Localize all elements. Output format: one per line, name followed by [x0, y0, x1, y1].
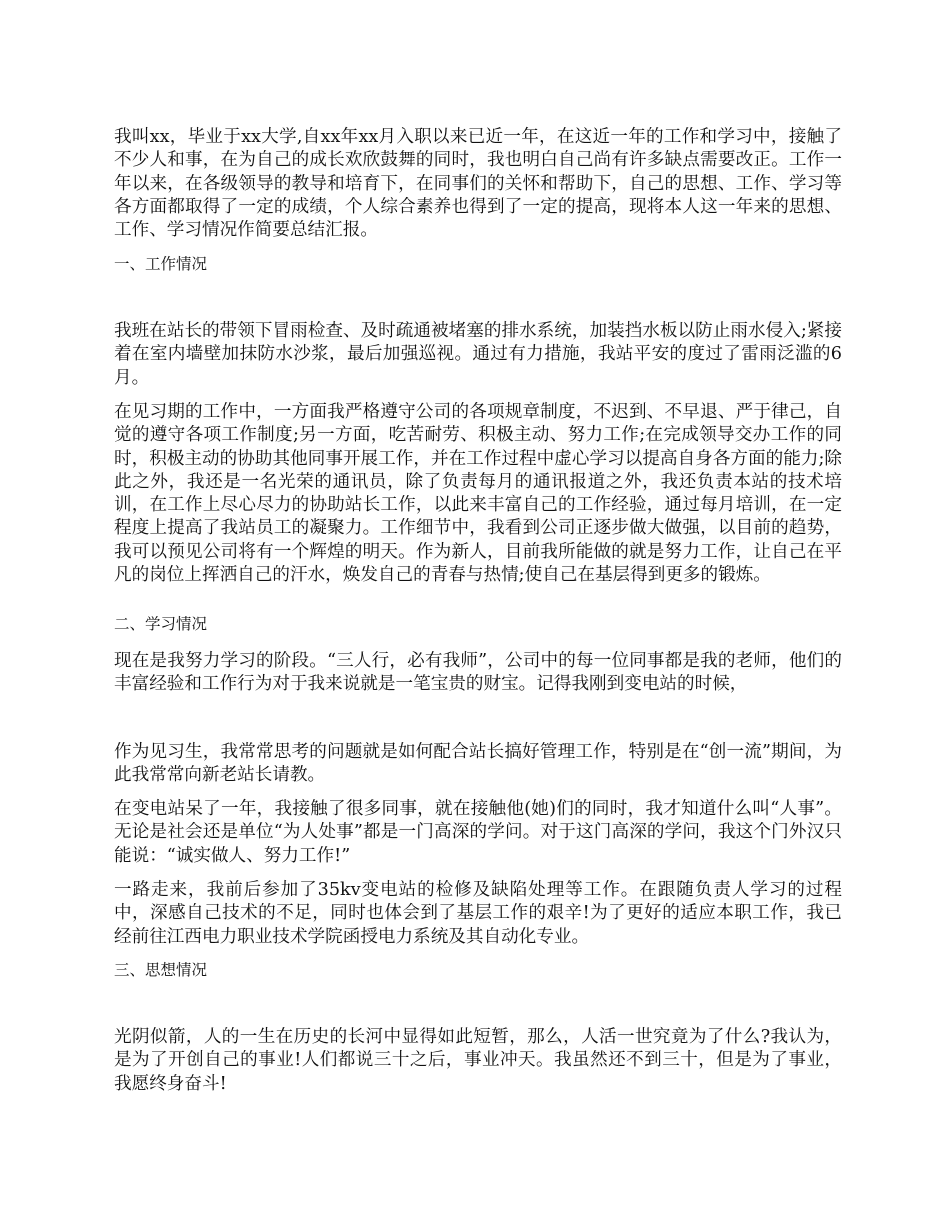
work-paragraph-1: 我班在站长的带领下冒雨检查、及时疏通被堵塞的排水系统，加装挡水板以防止雨水侵入;紧接着在室内墙壁加抹防水沙浆，最后加强巡视。通过有力措施，我站平安的度过了雷雨泛滥的6月。	[114, 321, 842, 388]
thought-paragraph: 光阴似箭，人的一生在历史的长河中显得如此短暂，那么，人活一世究竟为了什么?我认为，是为了开创自己的事业!人们都说三十之后，事业冲天。我虽然还不到三十，但是为了事业，我愿终身奋斗!	[114, 1027, 842, 1094]
study-paragraph-4: 一路走来，我前后参加了35kv变电站的检修及缺陷处理等工作。在跟随负责人学习的过程中，深感自己技术的不足，同时也体会到了基层工作的艰辛!为了更好的适应本职工作，我已经前往江西电力职业技术学院函授电力系统及其自动化专业。	[114, 880, 842, 947]
study-paragraph-1: 现在是我努力学习的阶段。“三人行，必有我师”，公司中的每一位同事都是我的老师，他们的丰富经验和工作行为对于我来说就是一笔宝贵的财宝。记得我刚到变电站的时候，	[114, 651, 842, 695]
work-paragraph-2: 在见习期的工作中，一方面我严格遵守公司的各项规章制度，不迟到、不早退、严于律己，自觉的遵守各项工作制度;另一方面，吃苦耐劳、积极主动、努力工作;在完成领导交办工作的同时，积极主动的协助其他同事开展工作，并在工作过程中虚心学习以提高自身各方面的能力;除此之外，我还是一名光荣的通讯员，除了负责每月的通讯报道之外，我还负责本站的技术培训，在工作上尽心尽力的协助站长工作，以此来丰富自己的工作经验，通过每月培训，在一定程度上提高了我站员工的凝聚力。工作细节中，我看到公司正逐步做大做强，以目前的趋势，我可以预见公司将有一个辉煌的明天。作为新人，目前我所能做的就是努力工作，让自己在平凡的岗位上挥洒自己的汗水，焕发自己的青春与热情;使自己在基层得到更多的锻炼。	[114, 402, 842, 586]
section-heading-study: 二、学习情况	[114, 615, 208, 633]
section-heading-thought: 三、思想情况	[114, 961, 208, 979]
study-paragraph-3: 在变电站呆了一年，我接触了很多同事，就在接触他(她)们的同时，我才知道什么叫“人事”。无论是社会还是单位“为人处事”都是一门高深的学问。对于这门高深的学问，我这个门外汉只能说：“诚实做人、努力工作!”	[114, 799, 842, 866]
study-paragraph-2: 作为见习生，我常常思考的问题就是如何配合站长搞好管理工作，特别是在“创一流”期间，为此我常常向新老站长请教。	[114, 742, 842, 786]
intro-paragraph: 我叫xx，毕业于xx大学,自xx年xx月入职以来已近一年，在这近一年的工作和学习中，接触了不少人和事，在为自己的成长欢欣鼓舞的同时，我也明白自己尚有许多缺点需要改正。工作一年以来，在各级领导的教导和培育下，在同事们的关怀和帮助下，自己的思想、工作、学习等各方面都取得了一定的成绩，个人综合素养也得到了一定的提高，现将本人这一年来的思想、工作、学习情况作简要总结汇报。	[114, 127, 842, 241]
section-heading-work: 一、工作情况	[114, 255, 208, 273]
